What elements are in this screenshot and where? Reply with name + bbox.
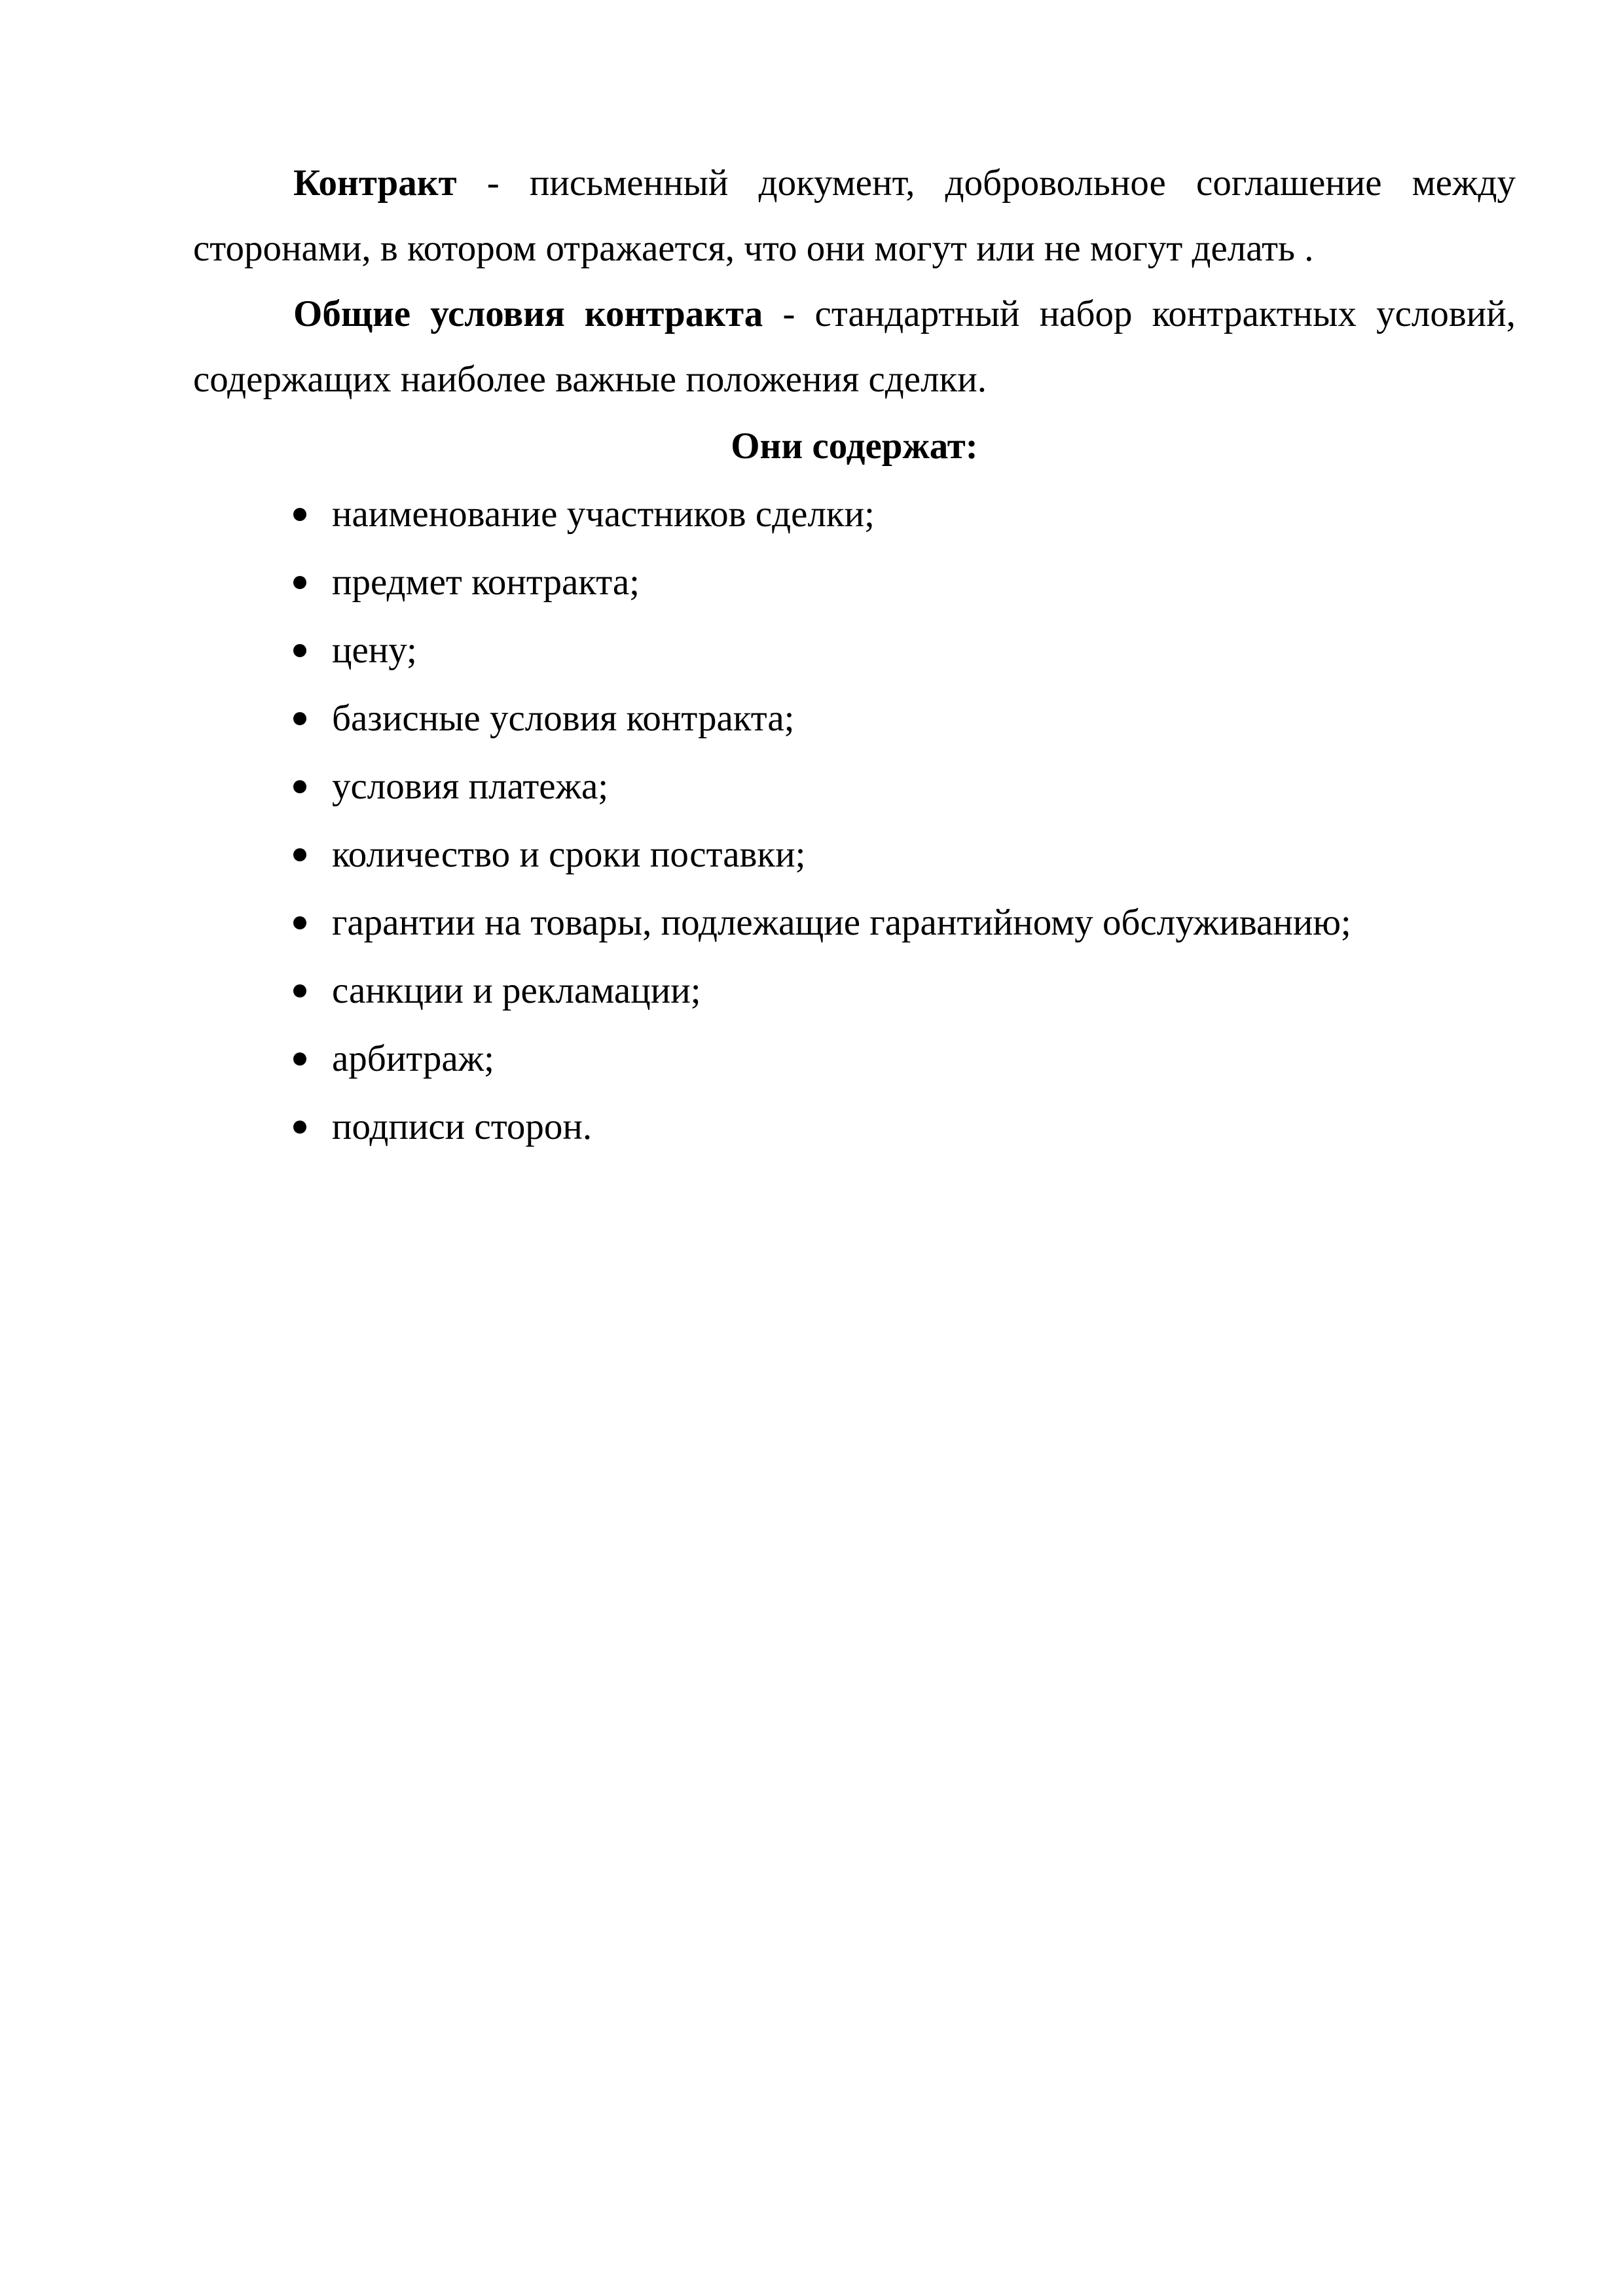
list-item-text: санкции и рекламации;	[332, 970, 701, 1011]
bullet-icon	[293, 1121, 306, 1134]
list-item	[193, 821, 1516, 889]
term-general-terms: Общие условия контракта	[293, 293, 763, 334]
bullet-icon	[293, 712, 306, 725]
list-item	[193, 1093, 1516, 1161]
list-item-text: условия платежа;	[332, 766, 609, 807]
list-item-text: базисные условия контракта;	[332, 698, 795, 739]
term-contract: Контракт	[293, 162, 457, 204]
definition-contract-text: - письменный документ, добровольное соглашение между сторонами, в котором отражается, что они могут или не могут делать .	[193, 162, 1516, 269]
contract-contents-list	[193, 480, 1516, 1161]
definition-general-terms	[193, 281, 1516, 412]
list-item-text: гарантии на товары, подлежащие гарантийному обслуживанию;	[332, 902, 1351, 943]
bullet-icon	[293, 780, 306, 793]
definition-contract	[193, 151, 1516, 281]
list-item-text: подписи сторон.	[332, 1106, 593, 1147]
list-item	[193, 685, 1516, 753]
list-heading: Они содержат:	[731, 425, 978, 467]
list-item	[193, 889, 1516, 957]
list-item-text: цену;	[332, 630, 417, 671]
definition-general-terms-text: - стандартный набор контрактных условий, содержащих наиболее важные положения сделки.	[193, 293, 1516, 400]
list-item	[193, 480, 1516, 548]
bullet-icon	[293, 848, 306, 861]
list-item	[193, 1025, 1516, 1093]
bullet-icon	[293, 1052, 306, 1066]
list-item-text: наименование участников сделки;	[332, 493, 875, 535]
document-body	[193, 151, 1516, 1161]
list-item	[193, 753, 1516, 821]
list-item	[193, 617, 1516, 685]
list-item-text: арбитраж;	[332, 1038, 494, 1079]
bullet-icon	[293, 644, 306, 657]
list-item	[193, 548, 1516, 617]
bullet-icon	[293, 576, 306, 589]
list-item-text: предмет контракта;	[332, 562, 640, 603]
list-item	[193, 957, 1516, 1025]
bullet-icon	[293, 984, 306, 997]
list-item-text: количество и сроки поставки;	[332, 834, 806, 875]
bullet-icon	[293, 916, 306, 929]
bullet-icon	[293, 508, 306, 521]
